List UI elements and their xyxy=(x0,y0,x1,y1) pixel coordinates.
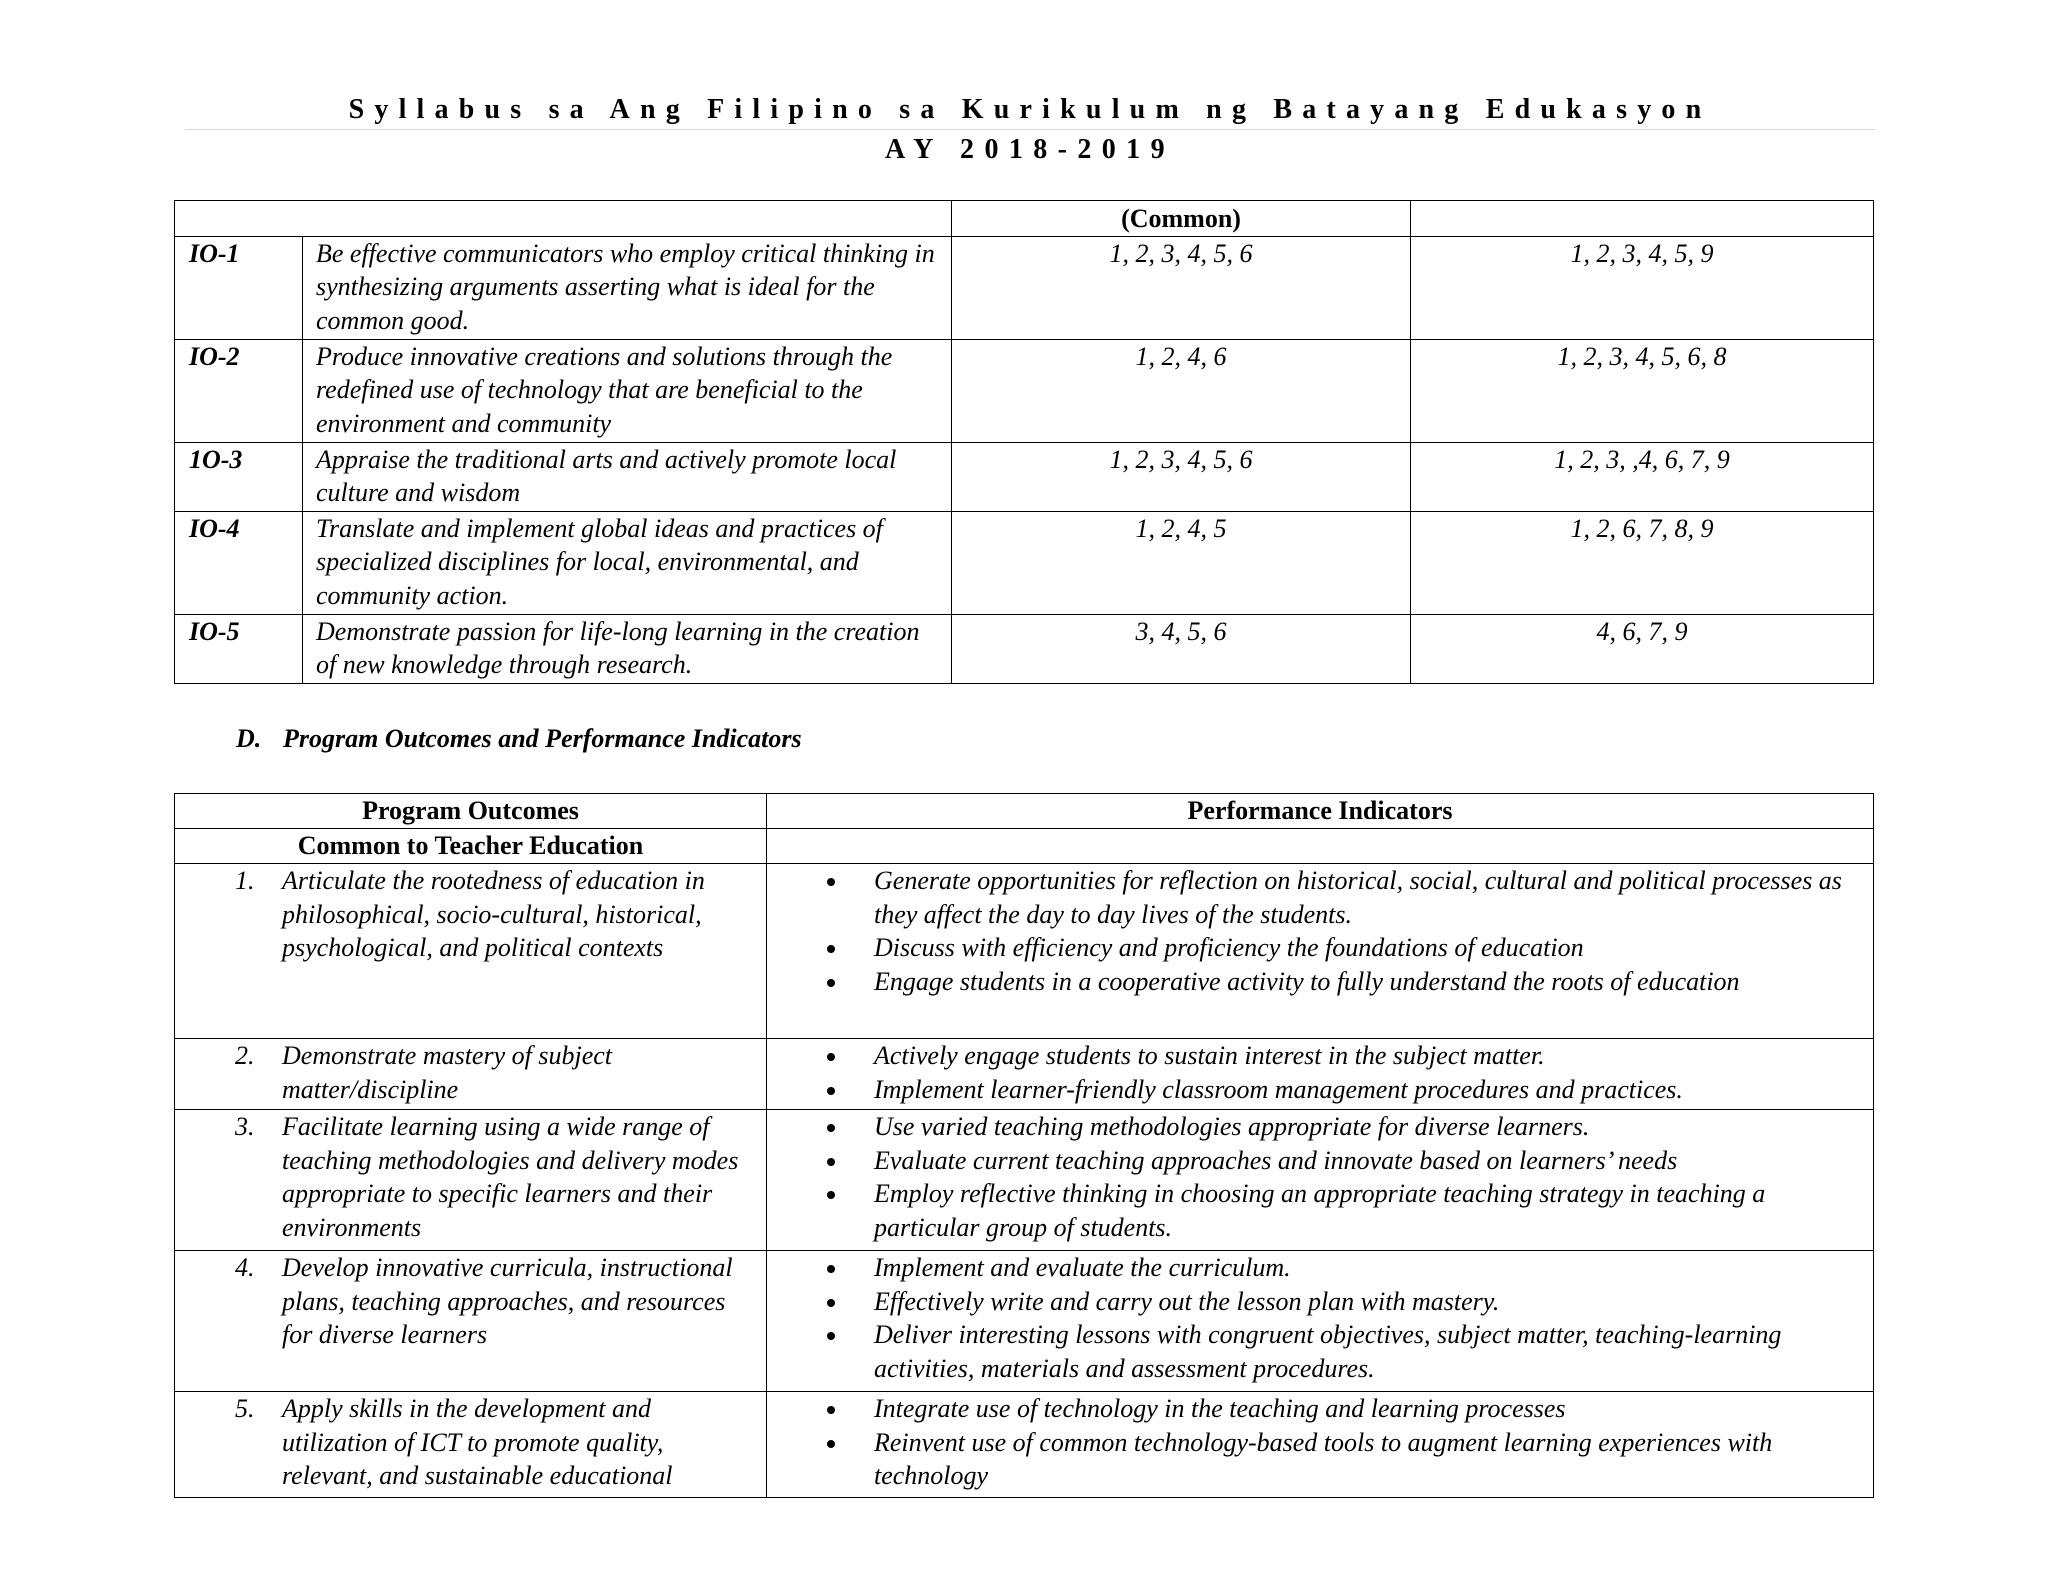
io-code: 1O-3 xyxy=(175,442,303,511)
io-header-blank xyxy=(175,201,952,237)
io-description: Translate and implement global ideas and practices of specialized disciplines for local, environmental, and community action. xyxy=(303,511,952,614)
list-item xyxy=(767,1110,1873,1144)
outcome-number: 2. xyxy=(235,1041,255,1070)
po-subheader-blank xyxy=(767,829,1874,864)
bullet-icon xyxy=(827,1158,835,1166)
list-item xyxy=(767,1285,1873,1319)
outcome-number: 4. xyxy=(235,1253,255,1282)
bullet-icon xyxy=(827,1191,835,1199)
io-specific-outcomes: 1, 2, 3, 4, 5, 9 xyxy=(1411,236,1874,339)
outcome-number: 1. xyxy=(235,866,255,895)
bullet-icon xyxy=(827,1440,835,1448)
table-row xyxy=(175,614,1874,683)
io-code: IO-4 xyxy=(175,511,303,614)
io-description: Demonstrate passion for life-long learning in the creation of new knowledge through research. xyxy=(303,614,952,683)
bullet-icon xyxy=(827,878,835,886)
bullet-icon xyxy=(827,1124,835,1132)
list-item xyxy=(767,1392,1873,1426)
indicator-list xyxy=(767,864,1873,998)
bullet-icon xyxy=(827,1087,835,1095)
indicator-text: Employ reflective thinking in choosing an appropriate teaching strategy in teaching a particular group of students. xyxy=(874,1179,1766,1242)
indicator-text: Implement and evaluate the curriculum. xyxy=(874,1253,1291,1282)
io-common-outcomes: 1, 2, 4, 6 xyxy=(952,339,1411,442)
io-header-common: (Common) xyxy=(952,201,1411,237)
list-item xyxy=(767,1177,1873,1244)
table-row xyxy=(175,339,1874,442)
header-rule xyxy=(185,129,1875,130)
table-row xyxy=(175,1251,1874,1392)
list-item xyxy=(767,1039,1873,1073)
indicator-text: Actively engage students to sustain interest in the subject matter. xyxy=(874,1041,1545,1070)
section-title: Program Outcomes and Performance Indicators xyxy=(283,724,802,753)
io-description: Appraise the traditional arts and actively promote local culture and wisdom xyxy=(303,442,952,511)
document-title: Syllabus sa Ang Filipino sa Kurikulum ng Batayang Edukasyon xyxy=(348,94,1712,125)
indicator-text: Discuss with efficiency and proficiency the foundations of education xyxy=(874,933,1584,962)
program-outcome-cell xyxy=(175,1251,767,1392)
po-header-outcomes: Program Outcomes xyxy=(175,794,767,829)
program-outcome-cell xyxy=(175,864,767,1039)
io-specific-outcomes: 1, 2, 6, 7, 8, 9 xyxy=(1411,511,1874,614)
outcome-text: Facilitate learning using a wide range of teaching methodologies and delivery modes appropriate to specific learners and their environments xyxy=(282,1112,739,1242)
indicator-text: Implement learner-friendly classroom management procedures and practices. xyxy=(874,1074,1683,1104)
io-description: Produce innovative creations and solutions through the redefined use of technology that are beneficial to the environment and community xyxy=(303,339,952,442)
indicator-text: Engage students in a cooperative activity to fully understand the roots of education xyxy=(874,966,1740,996)
outcome-number: 3. xyxy=(235,1112,255,1141)
program-outcomes-table xyxy=(174,793,1874,1498)
po-header-indicators: Performance Indicators xyxy=(767,794,1874,829)
indicator-list xyxy=(767,1392,1873,1493)
bullet-icon xyxy=(827,1053,835,1061)
list-item xyxy=(767,965,1873,999)
indicator-text: Integrate use of technology in the teaching and learning processes xyxy=(874,1394,1566,1423)
po-table-header-row xyxy=(175,794,1874,829)
bullet-icon xyxy=(827,945,835,953)
list-item xyxy=(767,1251,1873,1285)
table-row xyxy=(175,1039,1874,1110)
outcome-number: 5. xyxy=(235,1394,255,1423)
list-item xyxy=(767,1318,1873,1385)
program-outcome-cell xyxy=(175,1039,767,1110)
io-common-outcomes: 3, 4, 5, 6 xyxy=(952,614,1411,683)
institutional-outcomes-table xyxy=(174,200,1874,684)
outcome-text: Apply skills in the development and utilization of ICT to promote quality, relevant, and sustainable educational xyxy=(282,1394,673,1490)
list-item xyxy=(767,931,1873,965)
indicator-list xyxy=(767,1039,1873,1106)
performance-indicators-cell xyxy=(767,1039,1874,1110)
list-item xyxy=(767,1073,1873,1107)
section-heading xyxy=(236,722,802,756)
table-row xyxy=(175,1392,1874,1498)
io-common-outcomes: 1, 2, 3, 4, 5, 6 xyxy=(952,442,1411,511)
table-row xyxy=(175,442,1874,511)
po-subheader: Common to Teacher Education xyxy=(175,829,767,864)
bullet-icon xyxy=(827,979,835,987)
outcome-text: Articulate the rootedness of education in philosophical, socio-cultural, historical, psychological, and political contexts xyxy=(282,866,705,962)
program-outcome-cell xyxy=(175,1392,767,1498)
io-code: IO-2 xyxy=(175,339,303,442)
io-common-outcomes: 1, 2, 3, 4, 5, 6 xyxy=(952,236,1411,339)
performance-indicators-cell xyxy=(767,1251,1874,1392)
section-letter: D. xyxy=(236,724,262,753)
table-row xyxy=(175,1110,1874,1251)
io-code: IO-1 xyxy=(175,236,303,339)
list-item xyxy=(767,864,1873,931)
io-specific-outcomes: 4, 6, 7, 9 xyxy=(1411,614,1874,683)
indicator-text: Use varied teaching methodologies appropriate for diverse learners. xyxy=(874,1112,1590,1141)
io-specific-outcomes: 1, 2, 3, 4, 5, 6, 8 xyxy=(1411,339,1874,442)
io-common-outcomes: 1, 2, 4, 5 xyxy=(952,511,1411,614)
bullet-icon xyxy=(827,1332,835,1340)
page-header xyxy=(175,92,1885,166)
performance-indicators-cell xyxy=(767,1392,1874,1498)
io-table-header-row xyxy=(175,201,1874,237)
table-row xyxy=(175,236,1874,339)
indicator-list xyxy=(767,1251,1873,1385)
bullet-icon xyxy=(827,1299,835,1307)
table-row xyxy=(175,511,1874,614)
po-subheader-row xyxy=(175,829,1874,864)
list-item xyxy=(767,1426,1873,1493)
indicator-text: Deliver interesting lessons with congruent objectives, subject matter, teaching-learning activities, materials and assessment procedures. xyxy=(874,1320,1782,1383)
academic-year: AY 2018-2019 xyxy=(885,134,1175,165)
indicator-list xyxy=(767,1110,1873,1244)
io-specific-outcomes: 1, 2, 3, ,4, 6, 7, 9 xyxy=(1411,442,1874,511)
io-code: IO-5 xyxy=(175,614,303,683)
table-row xyxy=(175,864,1874,1039)
bullet-icon xyxy=(827,1406,835,1414)
program-outcome-cell xyxy=(175,1110,767,1251)
list-item xyxy=(767,1144,1873,1178)
indicator-text: Effectively write and carry out the lesson plan with mastery. xyxy=(874,1286,1500,1316)
io-header-blank-right xyxy=(1411,201,1874,237)
outcome-text: Demonstrate mastery of subject matter/discipline xyxy=(282,1041,613,1104)
outcome-text: Develop innovative curricula, instructional plans, teaching approaches, and resources for diverse learners xyxy=(282,1253,733,1349)
indicator-text: Generate opportunities for reflection on historical, social, cultural and political processes as they affect the day to day lives of the students. xyxy=(874,866,1842,929)
performance-indicators-cell xyxy=(767,1110,1874,1251)
indicator-text: Reinvent use of common technology-based tools to augment learning experiences with technology xyxy=(874,1427,1773,1490)
indicator-text: Evaluate current teaching approaches and innovate based on learners’ needs xyxy=(874,1145,1678,1175)
io-description: Be effective communicators who employ critical thinking in synthesizing arguments asserting what is ideal for the common good. xyxy=(303,236,952,339)
performance-indicators-cell xyxy=(767,864,1874,1039)
bullet-icon xyxy=(827,1265,835,1273)
